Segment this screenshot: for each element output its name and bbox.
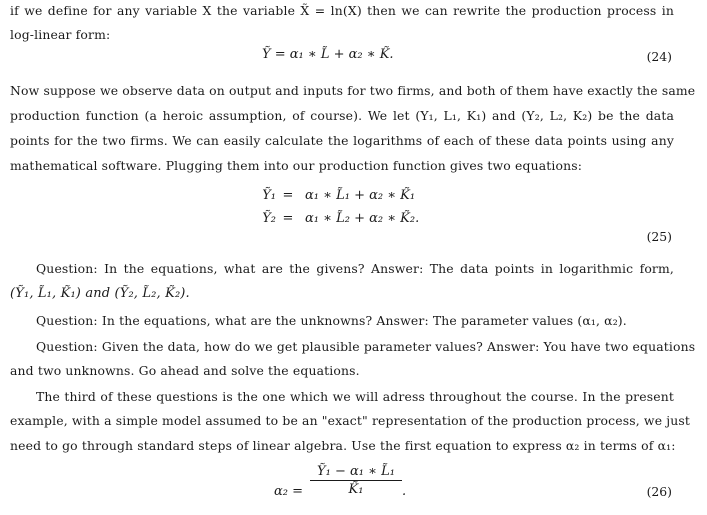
paragraph-line: points for the two firms. We can easily calculate the logarithms of each of these data points using any xyxy=(10,133,674,148)
equation-25-row-2 xyxy=(0,211,707,231)
equation-lhs: Ỹ₁ xyxy=(262,188,276,203)
fraction-numerator: Ỹ₁ − α₁ ∗ L̃₁ xyxy=(317,464,395,479)
equation-equals: = xyxy=(282,188,294,203)
paragraph-line: and two unknowns. Go ahead and solve the equations. xyxy=(10,363,360,378)
paragraph-line: mathematical software. Plugging them into our production function gives two equations: xyxy=(10,158,583,173)
paragraph-line: log-linear form: xyxy=(10,27,111,42)
equation-number: (25) xyxy=(646,229,672,244)
equation-26-fraction xyxy=(310,464,402,497)
paragraph-line: example, with a simple model assumed to be an "exact" representation of the production process, we just xyxy=(10,413,691,428)
equation-25-row-1 xyxy=(0,188,707,208)
fraction-bar xyxy=(310,480,402,481)
equation-equals: = xyxy=(282,211,294,226)
paragraph-line: Now suppose we observe data on output and inputs for two firms, and both of them have exactly the same xyxy=(10,83,696,98)
fraction-denominator: K̃₁ xyxy=(348,482,364,497)
paragraph-line: (Ỹ₁, L̃₁, K̃₁) and (Ỹ₂, L̃₂, K̃₂). xyxy=(10,286,190,301)
equation-26-lhs: α₂ = xyxy=(274,484,304,499)
equation-rhs: α₁ ∗ L̃₁ + α₂ ∗ K̃₁ xyxy=(305,188,416,203)
paragraph-line: if we define for any variable X the variable X̃ = ln(X) then we can rewrite the production process in xyxy=(10,3,674,18)
equation-24: Ỹ = α₁ ∗ L̃ + α₂ ∗ K̃. xyxy=(262,47,394,62)
paragraph-line: Question: In the equations, what are the givens? Answer: The data points in logarithmic form, xyxy=(36,261,674,276)
equation-26-period: . xyxy=(402,484,407,499)
equation-number: (26) xyxy=(646,484,672,499)
equation-number: (24) xyxy=(646,49,672,64)
equation-rhs: α₁ ∗ L̃₂ + α₂ ∗ K̃₂. xyxy=(305,211,420,226)
paragraph-line: need to go through standard steps of linear algebra. Use the first equation to express α₂ in terms of α₁: xyxy=(10,438,676,453)
paragraph-line: production function (a heroic assumption, of course). We let (Y₁, L₁, K₁) and (Y₂, L₂, K₂) be the data xyxy=(10,108,674,123)
equation-lhs: Ỹ₂ xyxy=(262,211,276,226)
paragraph-line: Question: In the equations, what are the unknowns? Answer: The parameter values (α₁, α₂). xyxy=(36,313,627,328)
paragraph-line: The third of these questions is the one which we will adress throughout the course. In the present xyxy=(36,389,674,404)
paragraph-line: Question: Given the data, how do we get plausible parameter values? Answer: You have two equations xyxy=(36,339,696,354)
